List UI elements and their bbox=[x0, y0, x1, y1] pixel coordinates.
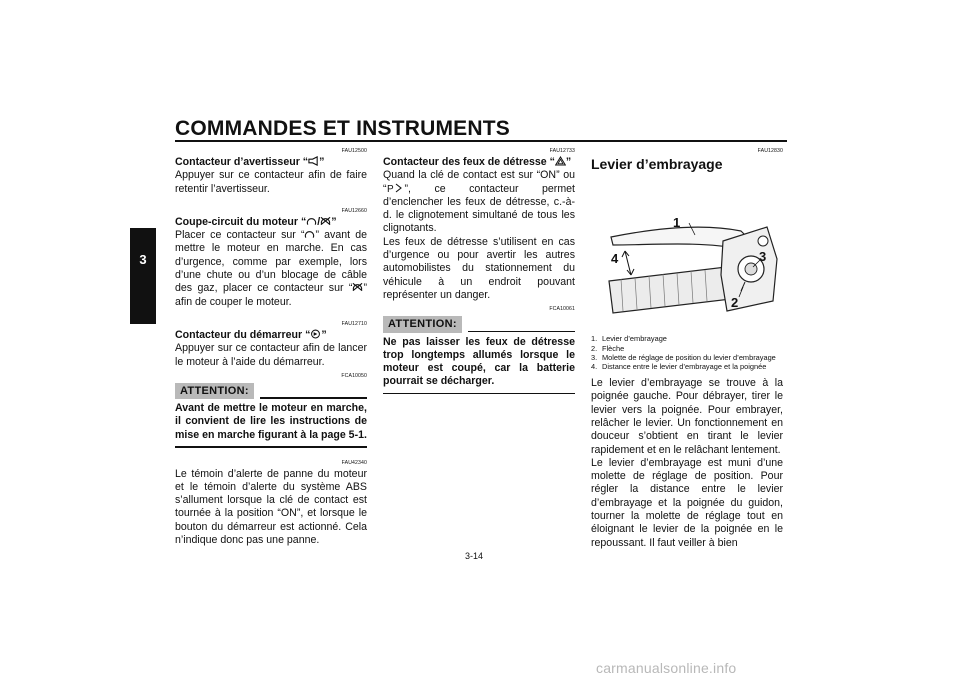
starter-icon bbox=[310, 329, 321, 339]
parking-icon bbox=[387, 183, 405, 193]
chapter-tab bbox=[130, 228, 156, 324]
attention-label: ATTENTION: bbox=[383, 316, 462, 332]
attention-box bbox=[175, 383, 367, 399]
starter-switch-heading: Contacteur du démarreur “ ” bbox=[175, 328, 327, 341]
attention-text: Ne pas laisser les feux de détresse trop longtemps allumés lorsque le moteur est coupé, car la batterie pourrait se décharger. bbox=[383, 335, 575, 388]
legend-item: 1. Levier d’embrayage bbox=[591, 334, 667, 344]
ref-code: FAU12660 bbox=[341, 207, 367, 214]
ref-code: FAU12710 bbox=[341, 320, 367, 327]
attention-label: ATTENTION: bbox=[175, 383, 254, 399]
legend-item: 4. Distance entre le levier d’embrayage et la poignée bbox=[591, 361, 767, 371]
attention-box bbox=[383, 316, 575, 332]
engine-off-icon bbox=[320, 216, 331, 226]
hazard-icon bbox=[555, 156, 566, 166]
ref-code: FAU12733 bbox=[549, 148, 575, 154]
svg-text:P: P bbox=[386, 183, 394, 193]
clutch-lever-text-1: Le levier d’embrayage se trouve à la poignée gauche. Pour débrayer, tirer le levier vers la poignée. Pour embrayer, relâcher le levier. Un fonctionnement en douceur s’obtient en tirant le levier rapidement et en le relâchant lentement. bbox=[591, 377, 783, 456]
engine-off-icon bbox=[352, 282, 363, 292]
attention-rule bbox=[468, 331, 575, 333]
engine-stop-heading: Coupe-circuit du moteur “ / ” bbox=[175, 215, 337, 228]
page-title: COMMANDES ET INSTRUMENTS bbox=[175, 117, 510, 140]
warning-light-text: Le témoin d’alerte de panne du moteur et le témoin d’alerte du système ABS s’allument lorsque la clé de contact est tournée à la position “ON”, et lorsque le bouton du démarreur est actionné. Cela n’indique donc pas une panne. bbox=[175, 467, 367, 547]
column-3 bbox=[591, 148, 783, 550]
chapter-number: 3 bbox=[139, 252, 147, 267]
title-rule bbox=[175, 140, 787, 142]
ref-code: FAU42340 bbox=[341, 459, 367, 466]
callout-1: 1 bbox=[673, 215, 681, 230]
attention-rule bbox=[260, 397, 367, 399]
figure-legend bbox=[591, 334, 783, 371]
engine-stop-text: Placer ce contacteur sur “ ” avant de mettre le moteur en marche. En cas d’urgence, comme par exemple, lors d’une chute ou d’un blocage de câble des gaz, placer ce contacteur sur “ ” afin de couper le moteur. bbox=[175, 229, 367, 308]
clutch-lever-text-2: Le levier d’embrayage est muni d’une molette de réglage de position. Pour régler la distance entre le levier d’embrayage et la poignée du guidon, tourner la molette de réglage tout en éloignant le levier de la poignée en le repoussant. Il faut veiller à bien bbox=[591, 456, 783, 549]
engine-run-icon bbox=[306, 216, 317, 226]
legend-item: 2. Flèche bbox=[591, 343, 625, 353]
column-2 bbox=[383, 148, 575, 394]
callout-2: 2 bbox=[731, 295, 739, 310]
engine-run-icon bbox=[304, 229, 315, 239]
ref-code: FAU12500 bbox=[341, 148, 367, 154]
attention-text: Avant de mettre le moteur en marche, il convient de lire les instructions de mise en marche figurant à la page 5-1. bbox=[175, 402, 367, 441]
clutch-lever-figure bbox=[591, 179, 783, 324]
horn-icon bbox=[308, 156, 319, 166]
callout-4: 4 bbox=[611, 251, 619, 266]
ref-code: FAU12830 bbox=[757, 148, 783, 154]
starter-switch-text: Appuyer sur ce contacteur afin de lancer le moteur à l’aide du démarreur. bbox=[175, 342, 367, 368]
ref-code: FCA10050 bbox=[341, 372, 367, 379]
watermark: carmanualsonline.info bbox=[596, 660, 737, 676]
horn-switch-text: Appuyer sur ce contacteur afin de faire retentir l’avertisseur. bbox=[175, 169, 367, 195]
page-number: 3-14 bbox=[465, 551, 484, 561]
hazard-switch-heading: Contacteur des feux de détresse “ ” bbox=[383, 156, 572, 168]
clutch-lever-title: Levier d’embrayage bbox=[591, 156, 723, 172]
callout-3: 3 bbox=[759, 249, 767, 264]
legend-item: 3. Molette de réglage de position du levier d’embrayage bbox=[591, 352, 776, 362]
ref-code: FCA10061 bbox=[549, 306, 575, 313]
column-1 bbox=[175, 148, 367, 547]
horn-switch-heading: Contacteur d’avertisseur “ ” bbox=[175, 156, 325, 168]
hazard-switch-text: Quand la clé de contact est sur “ON” ou “ P ”, ce contacteur permet d’enclencher les feux de détresse, c.-à-d. le clignotement simultané de tous les clignotants. Les feux de détresse s’utilisent en cas d’urgence ou pour avertir les autres automobilistes du stationnement du véhicule à un endroit pouvant représenter un danger. bbox=[383, 169, 575, 301]
attention-end-rule bbox=[383, 393, 575, 395]
